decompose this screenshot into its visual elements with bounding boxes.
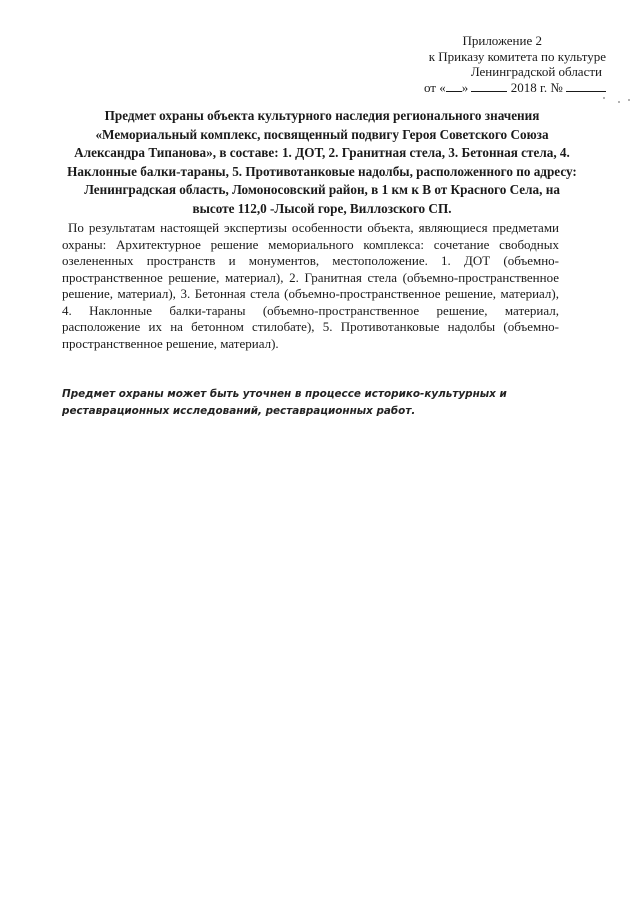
- appendix-date-line: [366, 80, 606, 96]
- appendix-header: [366, 33, 606, 95]
- document-heading: Предмет охраны объекта культурного наследия регионального значения «Мемориальный комплекс, посвященный подвигу Героя Советского Союза Александра Типанова», в составе: 1. ДОТ, 2. Гранитная стела, 3. Бетонная стела, 4. Наклонные балки-тараны, 5. Противотанковые надолбы, расположенного по адресу: Ленинградская область, Ломоносовский район, в 1 км к В от Красного Села, на высоте 112,0 -Лысой горе, Виллозского СП.: [67, 108, 577, 216]
- scan-speck: [603, 97, 605, 99]
- note-paragraph: Предмет охраны может быть уточнен в процессе историко-культурных и реставрационных исследований, реставрационных работ.: [62, 388, 507, 417]
- scan-speck: [628, 99, 630, 101]
- order-number-blank: [566, 80, 606, 92]
- date-day-blank: [446, 80, 462, 92]
- scan-speck: [618, 101, 620, 103]
- appendix-order-line: к Приказу комитета по культуре: [428, 48, 606, 64]
- date-prefix: от «: [423, 79, 446, 95]
- date-month-blank: [471, 80, 507, 92]
- body-paragraph: По результатам настоящей экспертизы особенности объекта, являющиеся предметами охраны: Архитектурное решение мемориального комплекса: сочетание свободных озелененных пространств и монументов, местоположение. 1. ДОТ (объемно-пространственное решение, материал), 2. Гранитная стела (объемно-пространственное решение, материал), 3. Бетонная стела (объемно-пространственное решение, материал), 4. Наклонные балки-тараны (объемно-пространственное решение, материал, расположение их на бетонном стилобате), 5. Противотанковые надолбы (объемно-пространственное решение, материал).: [62, 220, 559, 351]
- appendix-title: Приложение 2: [462, 33, 542, 48]
- appendix-region-line: Ленинградской области: [470, 64, 602, 79]
- date-mid: »: [461, 79, 469, 95]
- date-year: 2018 г. №: [510, 79, 563, 95]
